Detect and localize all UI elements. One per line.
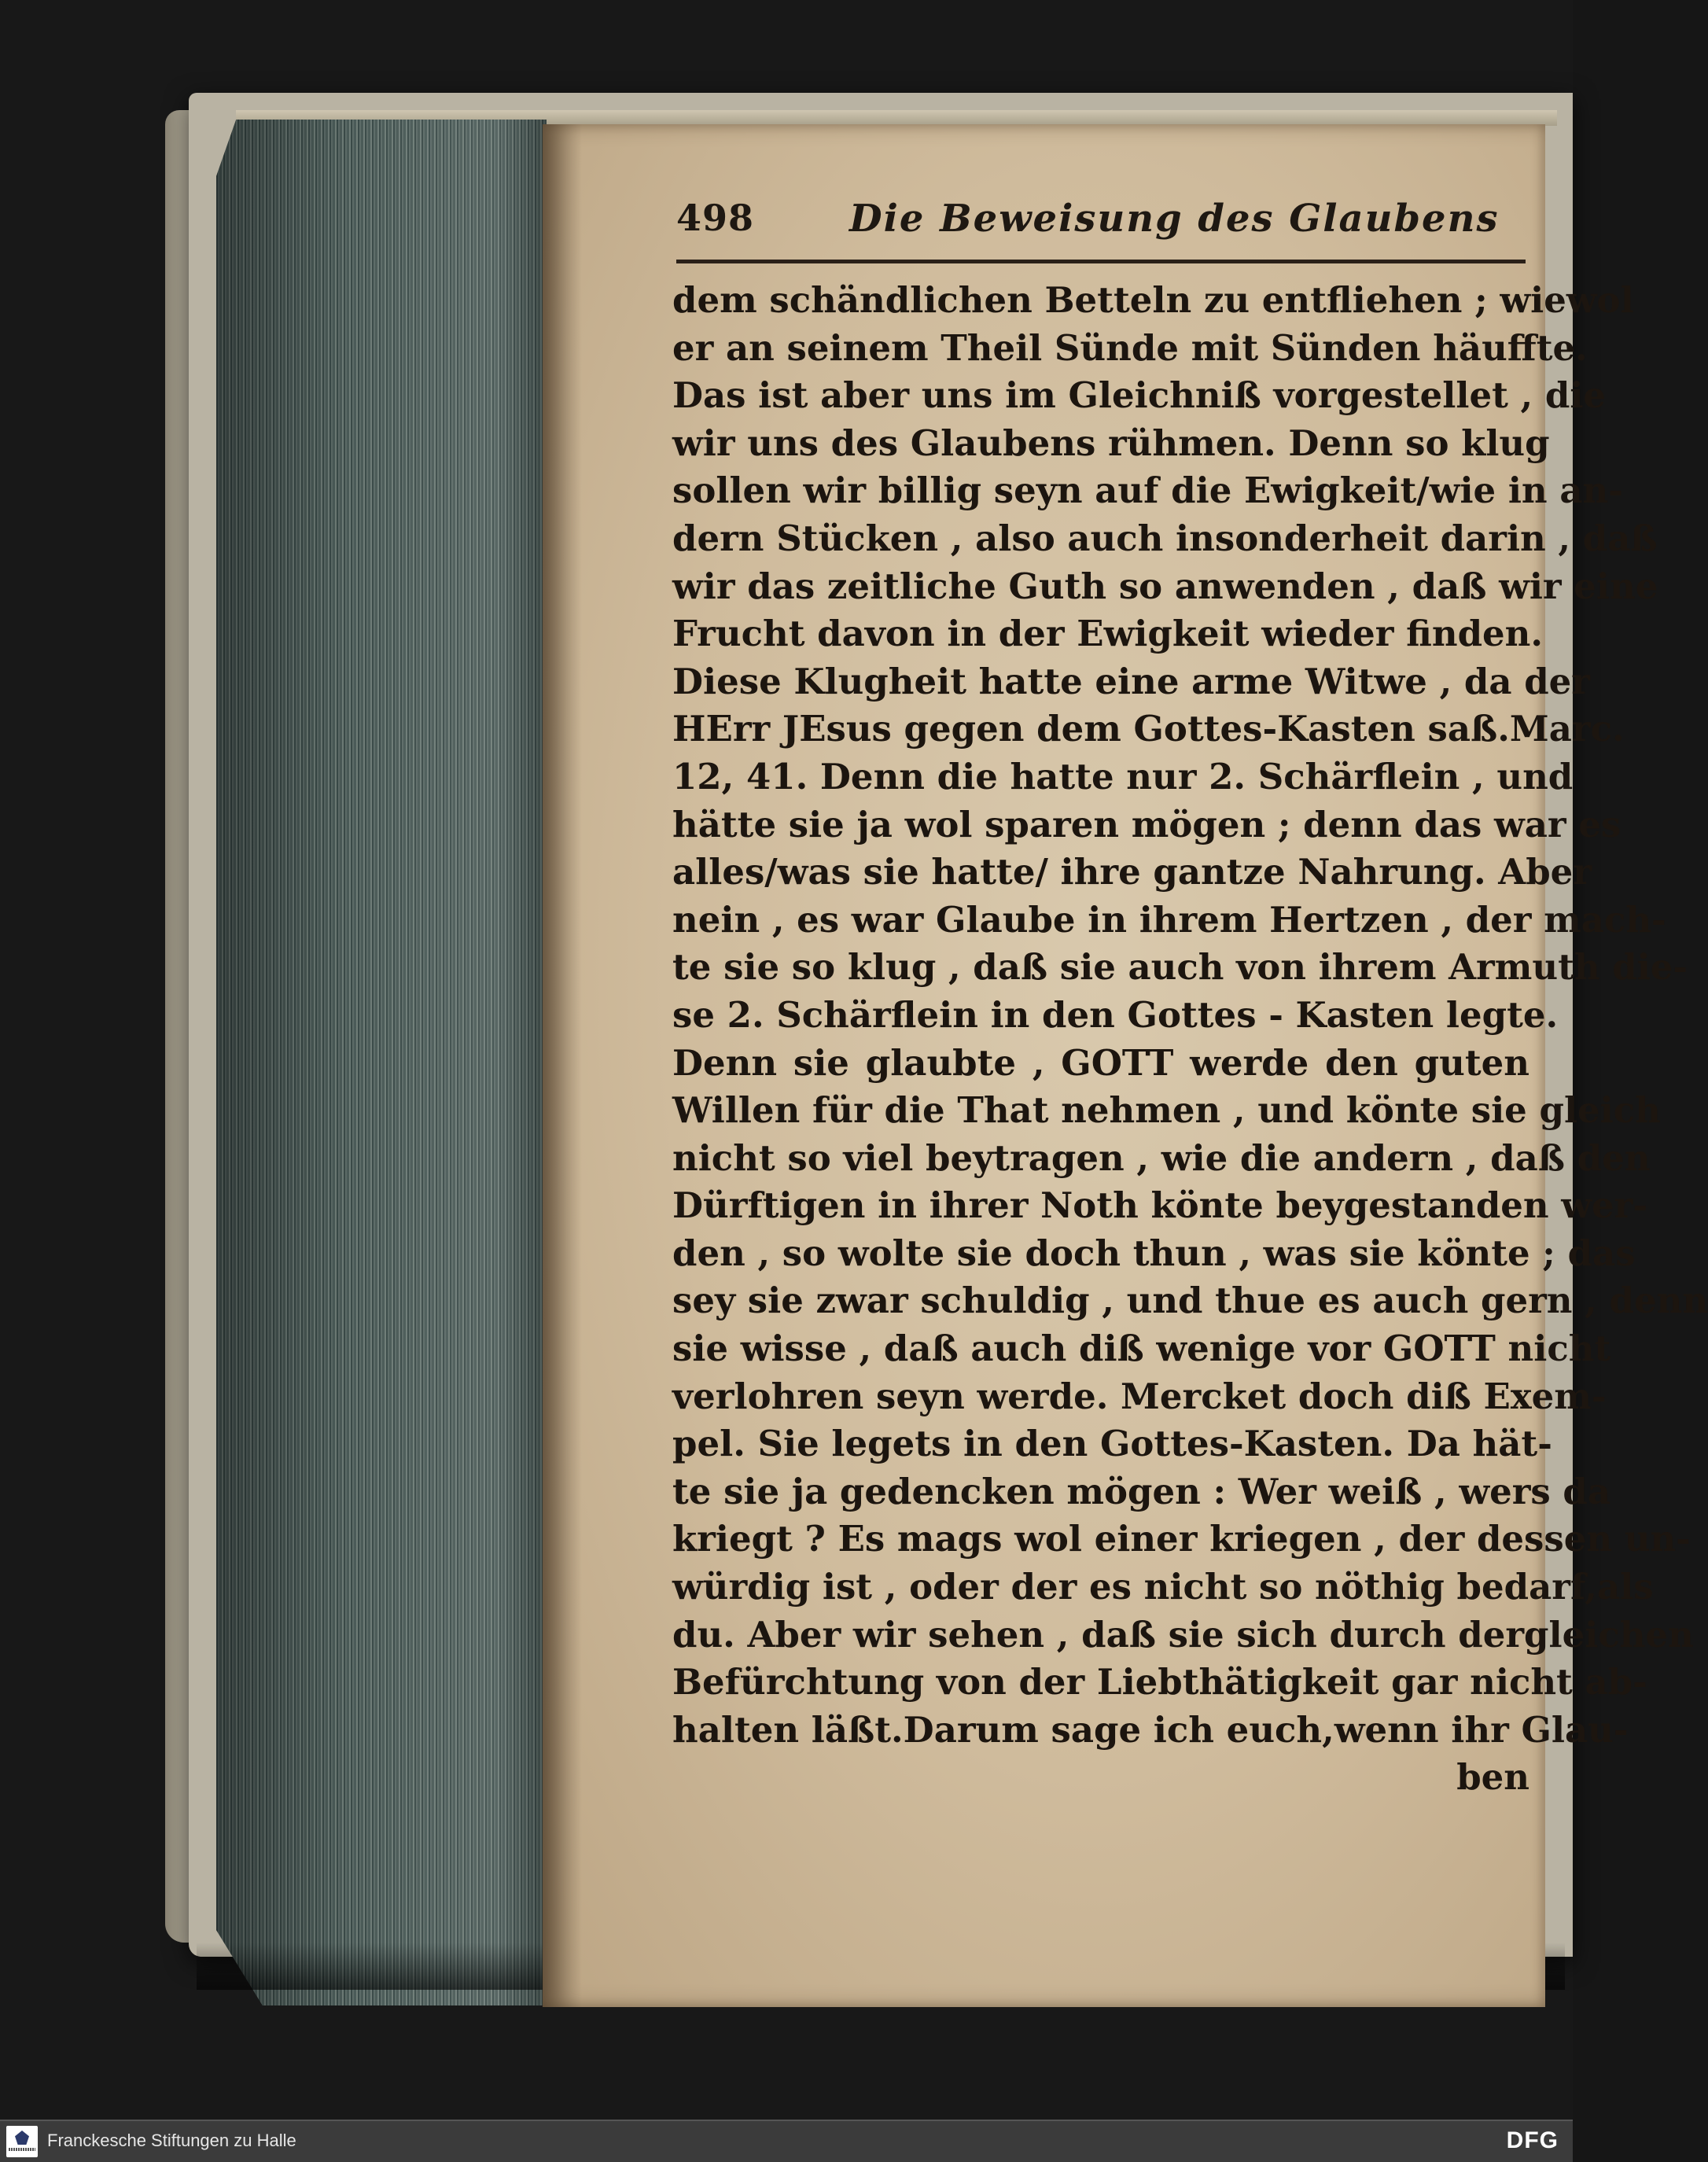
logo-lettering (9, 2148, 35, 2151)
body-text (672, 277, 1708, 1802)
text-line: dem schändlichen Betteln zu entfliehen ; wiewol (672, 279, 1634, 321)
text-line: se 2. Schärflein in den Gottes - Kasten legte. (672, 993, 1559, 1036)
page-number: 498 (676, 197, 755, 239)
text-line: Denn sie glaubte , GOTT werde den guten (672, 1041, 1529, 1084)
text-line: hätte sie ja wol sparen mögen ; denn das war es (672, 803, 1621, 845)
page-block-shading (216, 120, 547, 2005)
text-line: Das ist aber uns im Gleichniß vorgestellet , die (672, 374, 1607, 417)
text-line: verlohren seyn werde. Mercket doch diß Exem- (672, 1375, 1607, 1417)
institution-name[interactable]: Franckesche Stiftungen zu Halle (47, 2131, 296, 2150)
institution-logo-icon[interactable] (6, 2126, 38, 2157)
text-line: dern Stücken , also auch insonderheit darin , daß (672, 517, 1658, 559)
text-line: du. Aber wir sehen , daß sie sich durch dergleichen (672, 1613, 1694, 1656)
text-line: te sie so klug , daß sie auch von ihrem Armuth die- (672, 946, 1688, 989)
text-line: 12, 41. Denn die hatte nur 2. Schärflein , und (672, 755, 1574, 797)
text-line: sie wisse , daß auch diß wenige vor GOTT nicht (672, 1328, 1611, 1370)
text-line: den , so wolte sie doch thun , was sie könte ; das (672, 1232, 1636, 1274)
dfg-logo[interactable]: DFG (1506, 2127, 1559, 2153)
text-line: sey sie zwar schuldig , und thue es auch gern , denn (672, 1280, 1708, 1322)
page-gutter-shadow (543, 124, 582, 2007)
text-line: kriegt ? Es mags wol einer kriegen , der dessen un- (672, 1518, 1691, 1560)
text-line: pel. Sie legets in den Gottes-Kasten. Da hät- (672, 1423, 1552, 1465)
text-line: er an seinem Theil Sünde mit Sünden häuffte. (672, 326, 1588, 369)
text-line: sollen wir billig seyn auf die Ewigkeit/wie in an- (672, 470, 1623, 512)
text-line: nein , es war Glaube in ihrem Hertzen , der mach- (672, 898, 1666, 941)
running-header (676, 197, 1526, 252)
text-line: Willen für die That nehmen , und könte sie gleich (672, 1089, 1661, 1132)
text-line: halten läßt.Darum sage ich euch,wenn ihr Glau- (672, 1708, 1629, 1751)
text-line: te sie ja gedencken mögen : Wer weiß , wers da (672, 1470, 1611, 1512)
text-line: wir das zeitliche Guth so anwenden , daß wir eine (672, 565, 1658, 607)
text-line: Dürftigen in ihrer Noth könte beygestanden wer- (672, 1184, 1648, 1227)
text-line: Diese Klugheit hatte eine arme Witwe , da der (672, 660, 1591, 702)
header-rule (676, 260, 1526, 263)
text-line: alles/was sie hatte/ ihre gantze Nahrung. Aber (672, 851, 1592, 893)
logo-emblem (15, 2131, 29, 2145)
text-line: würdig ist , oder der es nicht so nöthig bedarf,als (672, 1566, 1654, 1608)
running-title: Die Beweisung des Glaubens (849, 197, 1500, 241)
viewer-footer-bar (0, 2120, 1573, 2162)
text-line: nicht so viel beytragen , wie die andern , daß den (672, 1136, 1651, 1179)
text-line: wir uns des Glaubens rühmen. Denn so klug (672, 422, 1550, 464)
text-line: Befürchtung von der Liebthätigkeit gar nicht ab- (672, 1661, 1647, 1703)
text-line: Frucht davon in der Ewigkeit wieder finden. (672, 613, 1544, 655)
text-line: HErr JEsus gegen dem Gottes-Kasten saß.Marc. (672, 708, 1625, 750)
catchword: ben (1456, 1756, 1529, 1799)
